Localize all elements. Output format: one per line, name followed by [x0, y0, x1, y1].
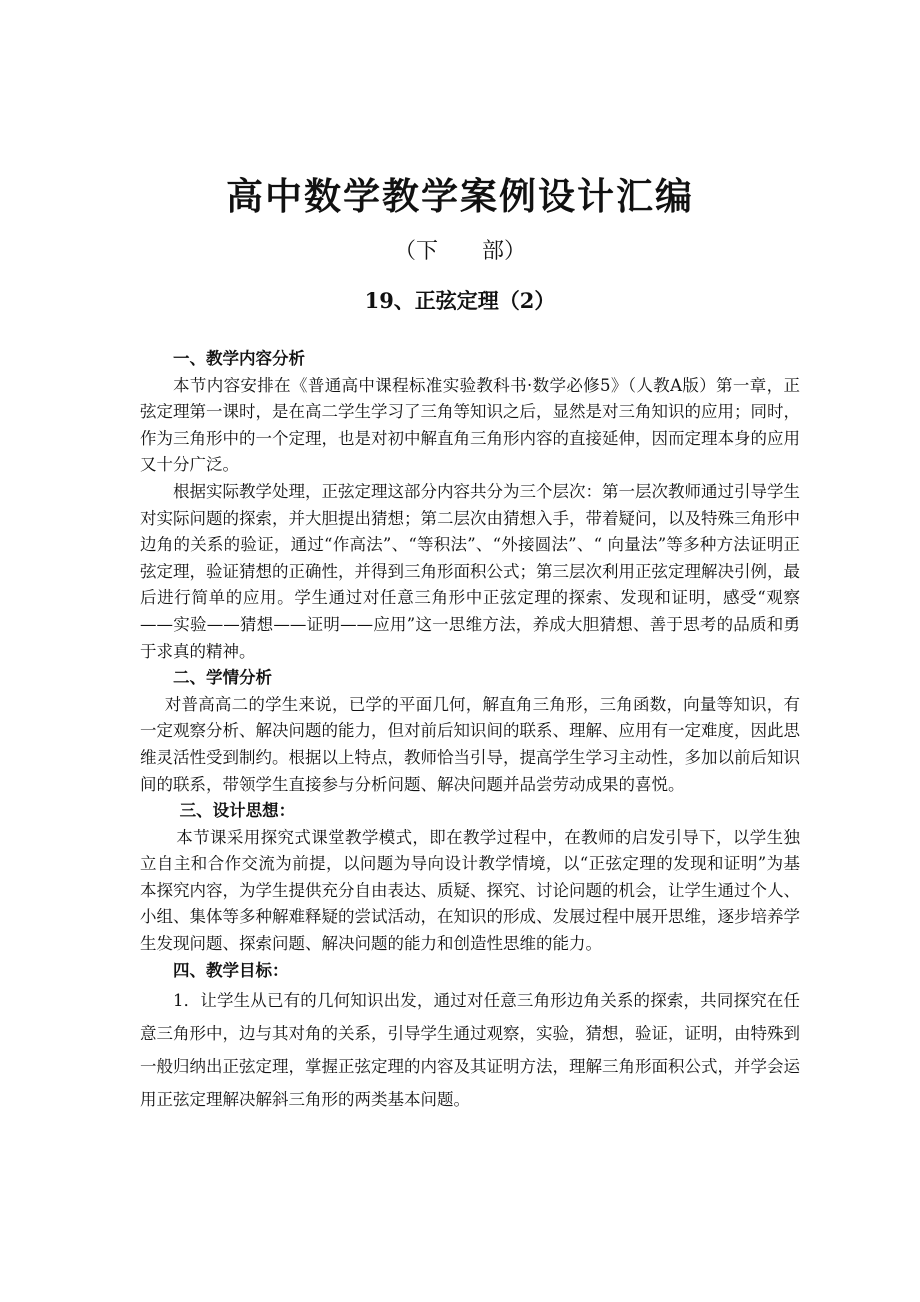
- section-heading: 一、教学内容分析: [173, 349, 305, 368]
- paragraph: 对普高高二的学生来说，已学的平面几何，解直角三角形，三角函数，向量等知识，有一定观察分析、解决问题的能力，但对前后知识间的联系、理解、应用有一定难度，因此思维灵活性受到制约。根据以上特点，教师恰当引导，提高学生学习主动性，多加以前后知识间的联系，带领学生直接参与分析问题、解决问题并品尝劳动成果的喜悦。: [140, 694, 800, 794]
- main-title: 高中数学教学案例设计汇编: [226, 175, 694, 218]
- paragraph: 根据实际教学处理，正弦定理这部分内容共分为三个层次：第一层次教师通过引导学生对实际问题的探索，并大胆提出猜想；第二层次由猜想入手，带着疑问，以及特殊三角形中边角的关系的验证，通过“作高法”、“等积法”、“外接圆法”、“ 向量法”等多种方法证明正弦定理，验证猜想的正确性，并得到三角形面积公式；第三层次利用正弦定理解决引例，最后进行简单的应用。学生通过对任意三角形中正弦定理的探索、发现和证明，感受“观察——实验——猜想——证明——应用”这一思维方法，养成大胆猜想、善于思考的品质和勇于求真的精神。: [140, 481, 800, 661]
- subtitle: （下 部）: [393, 239, 526, 264]
- paragraph: 1．让学生从已有的几何知识出发，通过对任意三角形边角关系的探索，共同探究在任意三角形中，边与其对角的关系，引导学生通过观察，实验，猜想，验证，证明，由特殊到一般归纳出正弦定理，掌握正弦定理的内容及其证明方法，理解三角形面积公式，并学会运用正弦定理解决解斜三角形的两类基本问题。: [140, 991, 800, 1110]
- lesson-title: 19、正弦定理（2）: [364, 288, 556, 313]
- paragraph: 本节内容安排在《普通高中课程标准实验教科书·数学必修5》（人教A版）第一章，正弦定理第一课时，是在高二学生学习了三角等知识之后，显然是对三角知识的应用；同时，作为三角形中的一个定理，也是对初中解直角三角形内容的直接延伸，因而定理本身的应用又十分广泛。: [140, 375, 800, 475]
- section-heading: 四、教学目标：: [173, 960, 289, 980]
- section-heading: 三、设计思想：: [179, 801, 296, 821]
- paragraph: 本节课采用探究式课堂教学模式，即在教学过程中，在教师的启发引导下，以学生独立自主和合作交流为前提，以问题为导向设计教学情境，以“正弦定理的发现和证明”为基本探究内容，为学生提供充分自由表达、质疑、探究、讨论问题的机会，让学生通过个人、小组、集体等多种解难释疑的尝试活动，在知识的形成、发展过程中展开思维，逐步培养学生发现问题、探索问题、解决问题的能力和创造性思维的能力。: [140, 827, 800, 954]
- section-heading: 二、学情分析: [173, 668, 272, 688]
- section-content-analysis: [140, 346, 800, 1116]
